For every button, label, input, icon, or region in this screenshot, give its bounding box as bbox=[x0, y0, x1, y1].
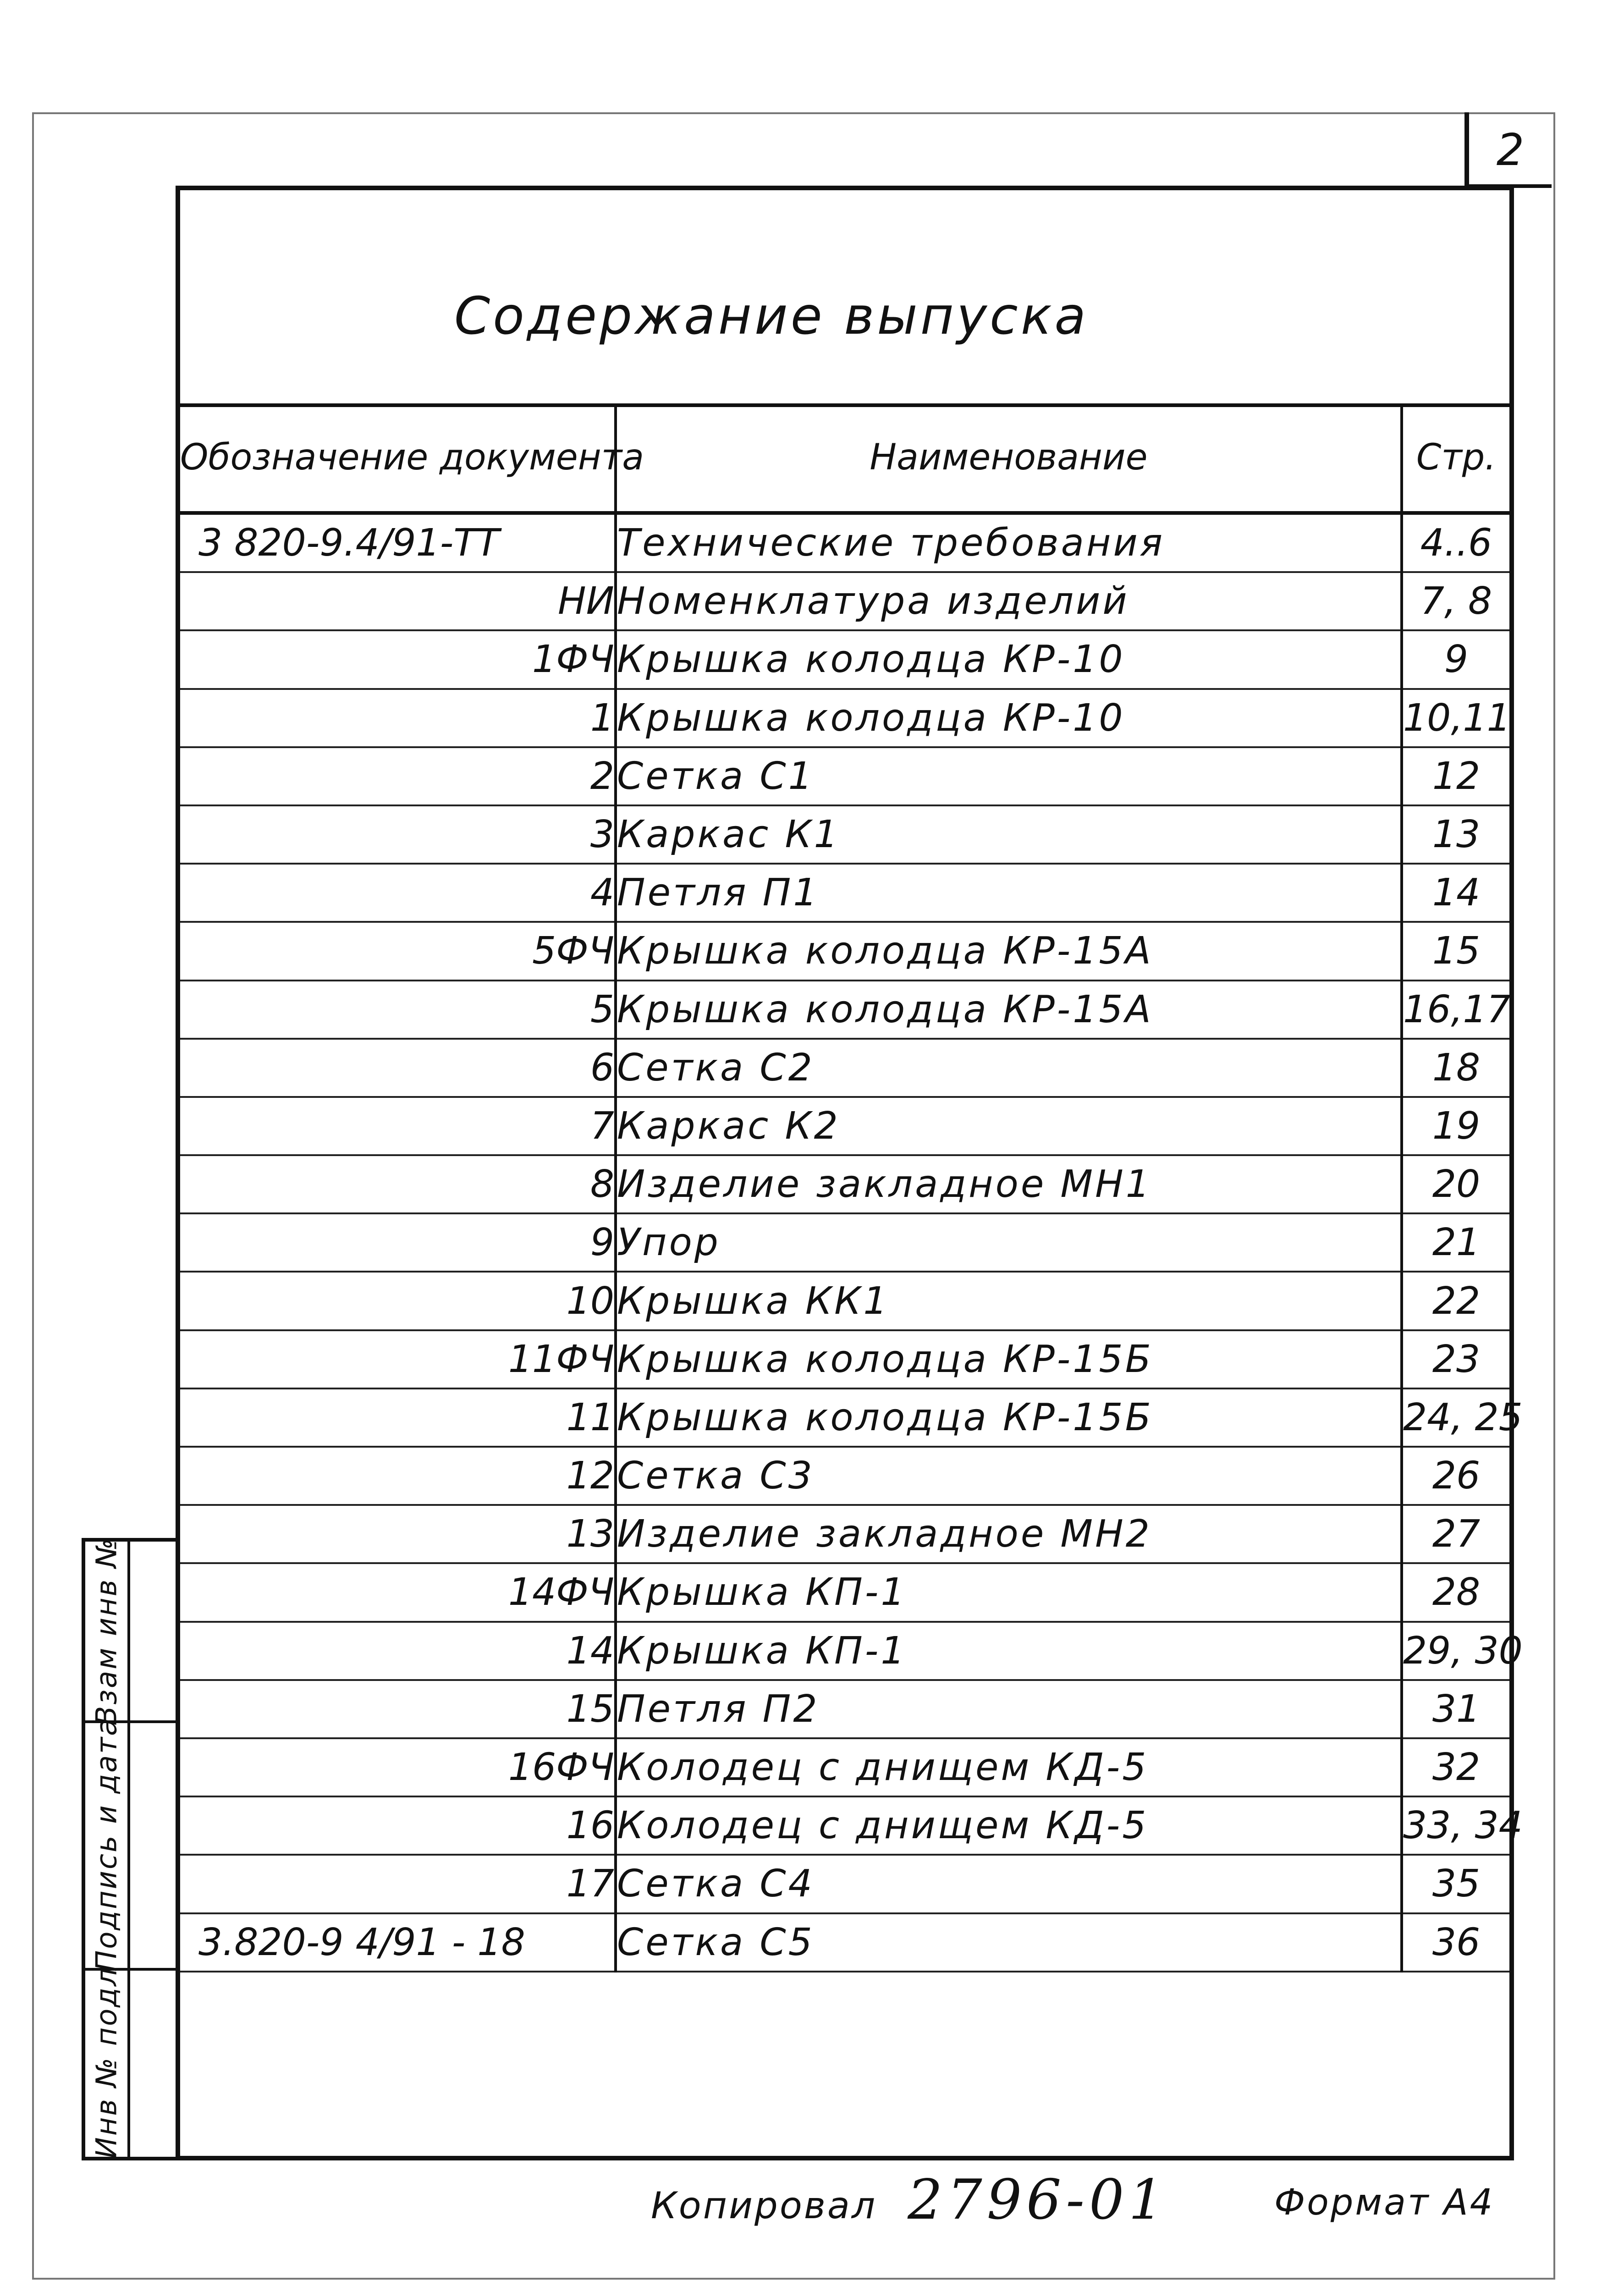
row-name: Каркас К2 bbox=[616, 1097, 1402, 1155]
table-row bbox=[180, 1796, 1509, 1855]
sheet-number: 2 bbox=[1496, 125, 1525, 176]
table-row bbox=[180, 1097, 1509, 1155]
row-designation: 14 bbox=[180, 1622, 616, 1680]
row-designation: 16 bbox=[180, 1796, 616, 1855]
row-page: 32 bbox=[1402, 1738, 1509, 1796]
row-designation: 5ФЧ bbox=[180, 922, 616, 980]
row-page: 33, 34 bbox=[1402, 1796, 1509, 1855]
row-designation: 7 bbox=[180, 1097, 616, 1155]
row-name: Петля П2 bbox=[616, 1680, 1402, 1738]
table-row bbox=[180, 630, 1509, 689]
row-designation: 2 bbox=[180, 747, 616, 805]
row-page: 9 bbox=[1402, 630, 1509, 689]
row-designation: 6 bbox=[180, 1039, 616, 1097]
row-page: 19 bbox=[1402, 1097, 1509, 1155]
row-designation: 17 bbox=[180, 1855, 616, 1913]
copy-number: 2796-01 bbox=[908, 2168, 1168, 2232]
row-name: Крышка колодца КР-15А bbox=[616, 922, 1402, 980]
row-name: Крышка колодца КР-10 bbox=[616, 630, 1402, 689]
row-designation: 11 bbox=[180, 1388, 616, 1447]
row-designation: 8 bbox=[180, 1155, 616, 1213]
sheet-number-box bbox=[1464, 112, 1552, 188]
row-designation: 10 bbox=[180, 1272, 616, 1330]
row-page: 23 bbox=[1402, 1330, 1509, 1388]
row-page: 13 bbox=[1402, 805, 1509, 864]
table-row bbox=[180, 1680, 1509, 1738]
row-designation: 3 bbox=[180, 805, 616, 864]
table-row bbox=[180, 1913, 1509, 1972]
row-page: 4..6 bbox=[1402, 513, 1509, 572]
row-name: Колодец с днищем КД-5 bbox=[616, 1796, 1402, 1855]
main-frame bbox=[176, 186, 1523, 2160]
row-page: 22 bbox=[1402, 1272, 1509, 1330]
table-row bbox=[180, 1039, 1509, 1097]
row-name: Технические требования bbox=[616, 513, 1402, 572]
row-name: Крышка КК1 bbox=[616, 1272, 1402, 1330]
row-page: 29, 30 bbox=[1402, 1622, 1509, 1680]
row-designation: 15 bbox=[180, 1680, 616, 1738]
header-page: Стр. bbox=[1402, 403, 1509, 513]
table-row bbox=[180, 513, 1509, 572]
row-designation: 14ФЧ bbox=[180, 1563, 616, 1621]
format-label: Формат А4 bbox=[1274, 2182, 1495, 2223]
page-title: Содержание выпуска bbox=[454, 286, 1089, 346]
table-row bbox=[180, 572, 1509, 630]
table-row bbox=[180, 1272, 1509, 1330]
row-name: Крышка колодца КР-10 bbox=[616, 689, 1402, 747]
row-name: Сетка С1 bbox=[616, 747, 1402, 805]
row-page: 27 bbox=[1402, 1505, 1509, 1563]
side-label-inv-orig: Инв № подл bbox=[89, 1966, 123, 2159]
row-designation: 1ФЧ bbox=[180, 630, 616, 689]
row-designation: 5 bbox=[180, 981, 616, 1039]
table-row bbox=[180, 1213, 1509, 1272]
row-page: 15 bbox=[1402, 922, 1509, 980]
table-row bbox=[180, 864, 1509, 922]
row-name: Изделие закладное МН1 bbox=[616, 1155, 1402, 1213]
row-name: Крышка КП-1 bbox=[616, 1563, 1402, 1621]
row-name: Упор bbox=[616, 1213, 1402, 1272]
blank-area bbox=[180, 2129, 1509, 2156]
row-page: 35 bbox=[1402, 1855, 1509, 1913]
row-page: 31 bbox=[1402, 1680, 1509, 1738]
row-name: Крышка колодца КР-15А bbox=[616, 981, 1402, 1039]
table-row bbox=[180, 922, 1509, 980]
table-row bbox=[180, 1738, 1509, 1796]
header-designation: Обозначение документа bbox=[180, 403, 616, 513]
row-designation: 4 bbox=[180, 864, 616, 922]
row-designation: 3 820-9.4/91-ТТ bbox=[180, 513, 616, 572]
row-name: Сетка С5 bbox=[616, 1913, 1402, 1972]
contents-table bbox=[180, 403, 1523, 1972]
row-designation: 1 bbox=[180, 689, 616, 747]
row-page: 10,11 bbox=[1402, 689, 1509, 747]
table-row bbox=[180, 1855, 1509, 1913]
copied-label: Копировал bbox=[651, 2184, 877, 2227]
table-header-row bbox=[180, 403, 1509, 513]
row-page: 24, 25 bbox=[1402, 1388, 1509, 1447]
row-name: Крышка колодца КР-15Б bbox=[616, 1330, 1402, 1388]
row-name: Петля П1 bbox=[616, 864, 1402, 922]
table-row bbox=[180, 1388, 1509, 1447]
side-label-signature-date: Подпись и дата bbox=[89, 1717, 123, 1972]
row-name: Сетка С2 bbox=[616, 1039, 1402, 1097]
header-name: Наименование bbox=[616, 403, 1402, 513]
row-designation: 13 bbox=[180, 1505, 616, 1563]
side-strip bbox=[82, 1538, 176, 2160]
row-designation: 3.820-9 4/91 - 18 bbox=[180, 1913, 616, 1972]
row-name: Номенклатура изделий bbox=[616, 572, 1402, 630]
row-designation: 12 bbox=[180, 1447, 616, 1505]
row-name: Колодец с днищем КД-5 bbox=[616, 1738, 1402, 1796]
row-page: 12 bbox=[1402, 747, 1509, 805]
table-row bbox=[180, 747, 1509, 805]
row-name: Крышка колодца КР-15Б bbox=[616, 1388, 1402, 1447]
row-page: 18 bbox=[1402, 1039, 1509, 1097]
table-row bbox=[180, 805, 1509, 864]
row-name: Изделие закладное МН2 bbox=[616, 1505, 1402, 1563]
table-row bbox=[180, 1447, 1509, 1505]
row-page: 16,17 bbox=[1402, 981, 1509, 1039]
row-name: Крышка КП-1 bbox=[616, 1622, 1402, 1680]
table-row bbox=[180, 1330, 1509, 1388]
table-row bbox=[180, 1155, 1509, 1213]
row-page: 28 bbox=[1402, 1563, 1509, 1621]
table-row bbox=[180, 1563, 1509, 1621]
table-row bbox=[180, 981, 1509, 1039]
row-page: 26 bbox=[1402, 1447, 1509, 1505]
row-name: Сетка С3 bbox=[616, 1447, 1402, 1505]
row-name: Каркас К1 bbox=[616, 805, 1402, 864]
row-page: 36 bbox=[1402, 1913, 1509, 1972]
side-label-inv-replace: Взам инв № bbox=[89, 1537, 123, 1725]
row-designation: 11ФЧ bbox=[180, 1330, 616, 1388]
row-designation: НИ bbox=[180, 572, 616, 630]
row-page: 14 bbox=[1402, 864, 1509, 922]
row-page: 7, 8 bbox=[1402, 572, 1509, 630]
row-page: 21 bbox=[1402, 1213, 1509, 1272]
row-designation: 9 bbox=[180, 1213, 616, 1272]
title-block bbox=[180, 190, 1509, 407]
table-row bbox=[180, 689, 1509, 747]
table-row bbox=[180, 1622, 1509, 1680]
table-row bbox=[180, 1505, 1509, 1563]
row-name: Сетка С4 bbox=[616, 1855, 1402, 1913]
row-designation: 16ФЧ bbox=[180, 1738, 616, 1796]
row-page: 20 bbox=[1402, 1155, 1509, 1213]
